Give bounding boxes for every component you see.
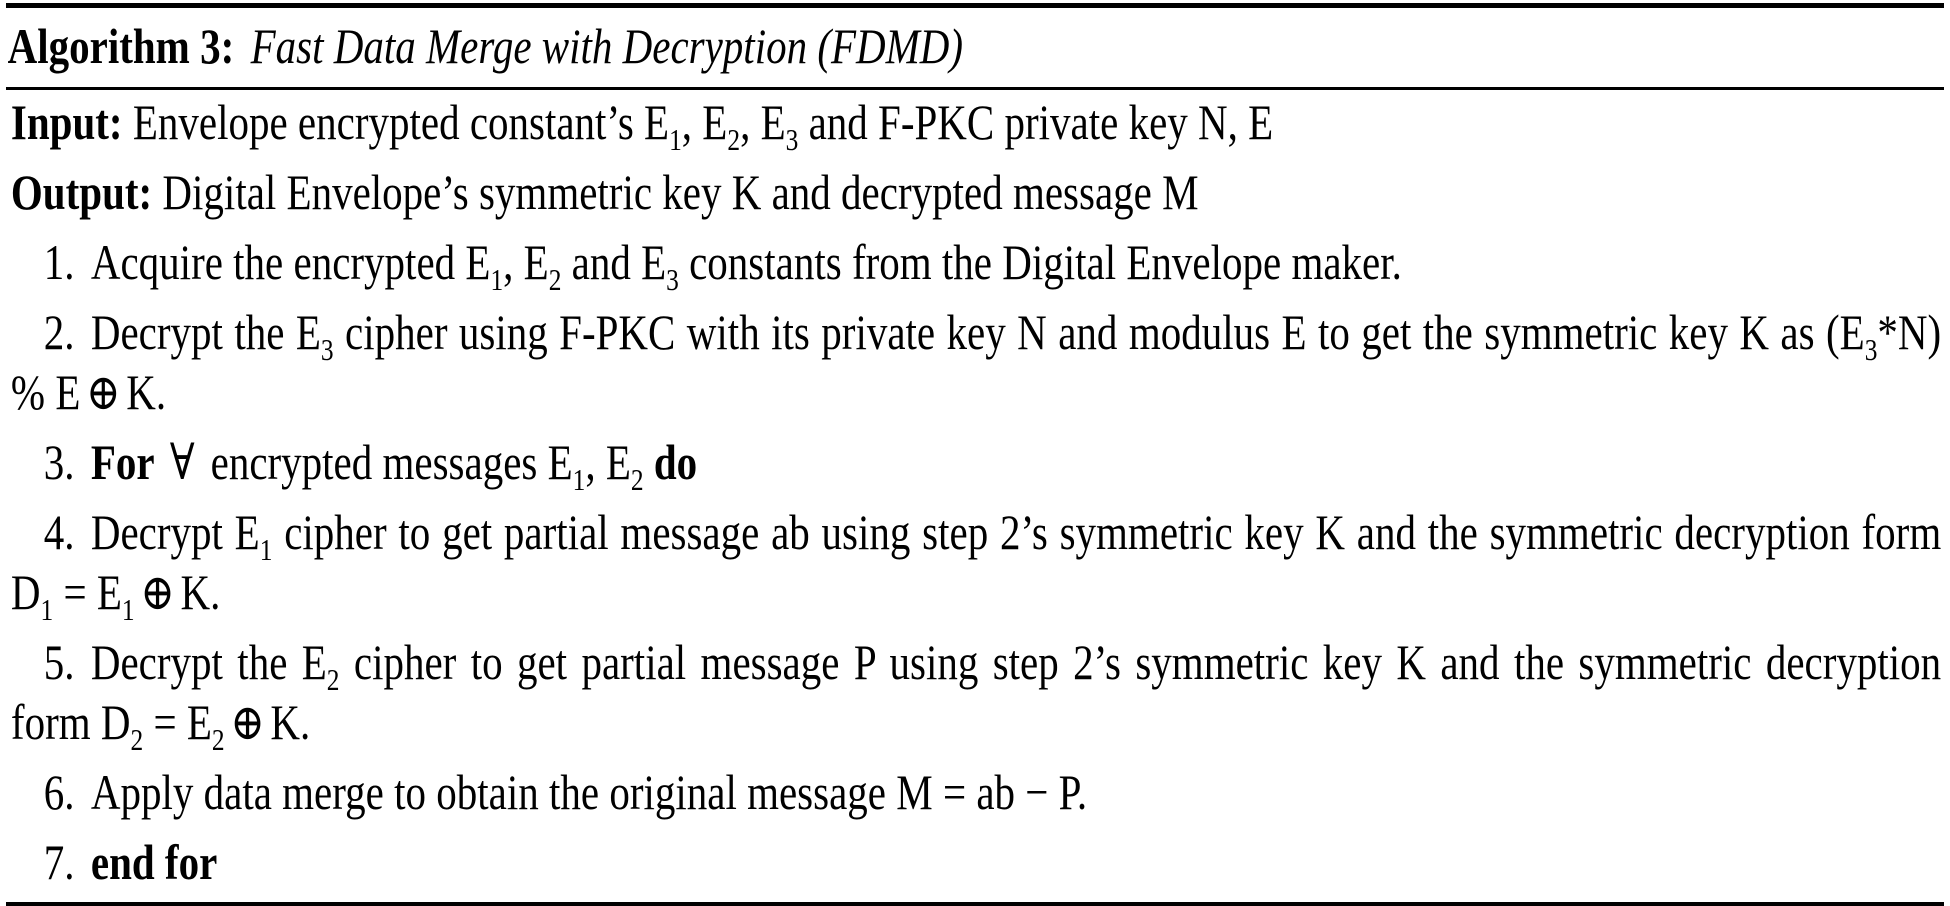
text-segment: end for — [90, 834, 218, 890]
step-number: 6. — [43, 764, 75, 820]
subscript: 1 — [490, 262, 504, 297]
subscript: 1 — [669, 122, 682, 157]
subscript: 2 — [548, 262, 562, 297]
text-segment: cipher using F-PKC with its private key N and modulus E to get the symmetric key K as (E — [333, 304, 1865, 360]
text-segment — [644, 434, 654, 490]
subscript: 3 — [320, 332, 334, 367]
bottom-rule — [6, 902, 1944, 906]
text-segment: do — [653, 434, 698, 490]
algorithm-title: Fast Data Merge with Decryption (FDMD) — [250, 18, 964, 74]
io-lines — [11, 92, 1941, 222]
algorithm-header — [6, 8, 1944, 87]
subscript: 1 — [40, 592, 54, 627]
step-number: 3. — [43, 434, 75, 490]
math-operator-icon: ⊕ — [230, 694, 265, 750]
text-segment: cipher to get partial message ab using step 2’s symmetric key K and the symmetric decryption form D — [10, 504, 1942, 620]
text-segment: Digital Envelope’s symmetric key K and decrypted message M — [152, 164, 1199, 220]
output-line — [11, 162, 1941, 222]
text-segment: , E — [740, 94, 786, 150]
subscript: 1 — [259, 532, 273, 567]
algorithm-body — [6, 90, 1944, 902]
algorithm-step-7 — [11, 832, 1941, 892]
text-segment: K. — [180, 564, 221, 620]
math-operator-icon: ∀ — [169, 434, 195, 490]
subscript: 2 — [326, 662, 340, 697]
text-segment: = E — [53, 564, 122, 620]
subscript: 2 — [130, 722, 144, 757]
subscript: 3 — [785, 122, 799, 157]
text-segment: Decrypt E — [90, 504, 260, 560]
step-number: 5. — [43, 634, 75, 690]
algorithm-step-4 — [10, 502, 1942, 627]
text-segment: constants from the Digital Envelope maker. — [678, 234, 1402, 290]
algorithm-step-1 — [11, 232, 1941, 297]
text-segment: Decrypt the E — [90, 304, 321, 360]
step-number: 4. — [43, 504, 75, 560]
algorithm-step-3 — [11, 432, 1941, 497]
subscript: 3 — [1864, 332, 1878, 367]
subscript: 2 — [211, 722, 225, 757]
subscript: 3 — [666, 262, 679, 297]
text-segment: Envelope encrypted constant’s E — [122, 94, 670, 150]
text-segment: and F-PKC private key N, E — [798, 94, 1274, 150]
text-segment: , E — [503, 234, 549, 290]
algorithm-step-2 — [11, 302, 1941, 422]
input-label: Input: — [10, 94, 123, 150]
math-operator-icon: ⊕ — [86, 364, 121, 420]
step-number: 1. — [43, 234, 75, 290]
text-segment: Acquire the encrypted E — [90, 234, 491, 290]
output-label: Output: — [10, 164, 153, 220]
text-segment: cipher to get partial message P using step 2’s symmetric key K and the symmetric decryption form D — [10, 634, 1942, 750]
text-segment: = E — [143, 694, 212, 750]
algorithm-header-line — [6, 8, 1944, 87]
subscript: 1 — [572, 462, 586, 497]
text-segment: encrypted messages E — [200, 434, 573, 490]
text-segment: K. — [126, 364, 167, 420]
algorithm-steps — [11, 232, 1941, 892]
text-segment: Apply data merge to obtain the original message M = ab − P. — [90, 764, 1088, 820]
subscript: 2 — [630, 462, 644, 497]
algorithm-step-6 — [11, 762, 1941, 822]
input-line — [10, 92, 1941, 157]
text-segment: and E — [561, 234, 667, 290]
algorithm-label: Algorithm 3: — [7, 18, 235, 74]
step-number: 2. — [43, 304, 75, 360]
math-operator-icon: ⊕ — [140, 564, 175, 620]
algorithm-step-5 — [10, 632, 1942, 757]
text-segment: For — [90, 434, 165, 490]
subscript: 2 — [727, 122, 741, 157]
step-number: 7. — [43, 834, 75, 890]
text-segment: , E — [585, 434, 631, 490]
text-segment: Decrypt the E — [90, 634, 327, 690]
text-segment: *N) % E — [10, 304, 1942, 420]
text-segment: , E — [681, 94, 728, 150]
text-segment: K. — [270, 694, 311, 750]
subscript: 1 — [121, 592, 135, 627]
